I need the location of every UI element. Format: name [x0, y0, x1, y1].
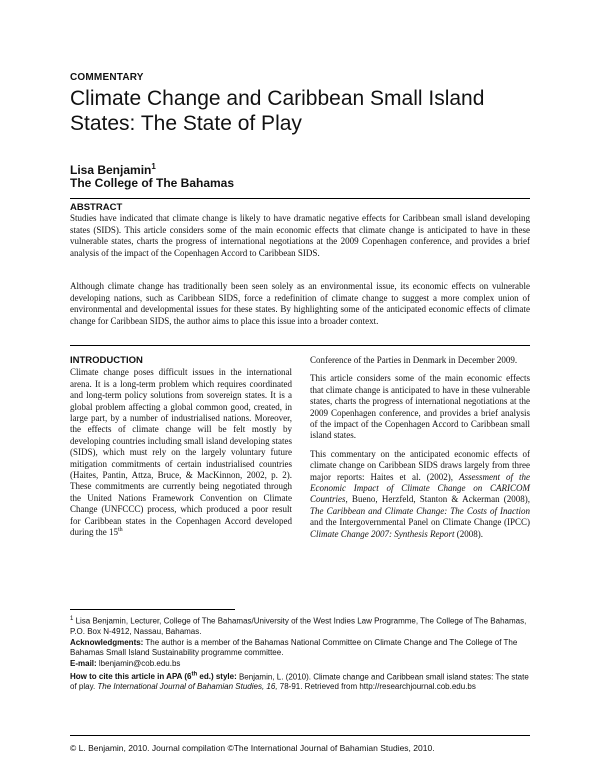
- article-title: Climate Change and Caribbean Small Island States: The State of Play: [70, 87, 485, 135]
- body-text: This commentary on the anticipated economic effects of climate change on Caribbean SIDS draws largely from three major reports: Haites et al. (2002),: [310, 448, 530, 482]
- abstract-paragraph: Studies have indicated that climate change is likely to have dramatic negative effects for Caribbean small island developing states (SIDS). This article considers some of the main economic effects that climate change is anticipated to have in these vulnerable states, charts the progress of international negotiations at the 2009 Copenhagen conference, and provides a brief analysis of the impact of the Copenhagen Accord to Caribbean SIDS.: [70, 213, 530, 258]
- report-title: The Caribbean and Climate Change: The Costs of Inaction: [310, 505, 530, 516]
- ack-text: The author is a member of the Bahamas National Committee on Climate Change and The College of The Bahamas Small Island Sustainability programme committee.: [70, 637, 518, 657]
- footnote-1: [70, 614, 530, 637]
- body-paragraph: This article considers some of the main economic effects that climate change is anticipated to have in these vulnerable states, charts the progress of international negotiations at the 2009 Copenhagen conference, and provides a brief analysis of the impact of the Copenhagen Accord to Caribbean small island states.: [310, 373, 530, 441]
- abstract-heading: ABSTRACT: [70, 202, 123, 213]
- copyright-footer: © L. Benjamin, 2010. Journal compilation ©The International Journal of Bahamian Studies, 2010.: [70, 743, 435, 753]
- footnotes: [70, 614, 530, 693]
- section-label: COMMENTARY: [70, 72, 144, 83]
- author-footnote-mark: 1: [151, 162, 156, 171]
- body-text: Climate change poses difficult issues in the international arena. It is a long-term problem which requires coordinated and long-term policy solutions from sovereign states. It is a global problem affecting a global common good, created, in large part, by a number of industrialised nations. Moreover, the effects of climate change will be felt mostly by developing countries including small island developing states (SIDS), which must rely on the largely voluntary future mitigation commitments of certain industrialised countries (Haites, Pantin, Attza, Bruce, & MacKinnon, 2002, p. 2). These commitments are currently being negotiated through the United Nations Framework Convention on Climate Change (UNFCCC) process, which produced a poor result for Caribbean states in the Copenhagen Accord developed during the 15: [70, 367, 292, 538]
- body-text: , Bueno, Herzfeld, Stanton & Ackerman (2008),: [345, 494, 530, 505]
- divider: [70, 198, 530, 199]
- right-column: [310, 355, 530, 547]
- email-label: E-mail:: [70, 658, 97, 668]
- body-paragraph: [70, 367, 292, 538]
- divider: [70, 735, 530, 736]
- footnote-mark: 1: [70, 616, 74, 622]
- citation-text: Benjamin, L. (2010). Climate change and Caribbean small island states: The state of play.: [70, 672, 529, 692]
- citation-label: [70, 672, 237, 681]
- author-name-text: Lisa Benjamin: [70, 163, 152, 177]
- report-title: Assessment of the Economic Impact of Climate Change on CARICOM Countries: [310, 471, 530, 505]
- author-affiliation: The College of The Bahamas: [70, 176, 235, 190]
- ack-label: Acknowledgments:: [70, 637, 144, 647]
- ordinal-suffix: th: [118, 527, 123, 534]
- footnote-text: Lisa Benjamin, Lecturer, College of The Bahamas/University of the West Indies Law Programme, The College of The Bahamas, P.O. Box N-4912, Nassau, Bahamas.: [70, 616, 527, 636]
- body-paragraph: [310, 449, 530, 540]
- citation-label-text: ed.) style:: [197, 672, 237, 682]
- acknowledgments: [70, 638, 530, 658]
- citation-text: 78-91. Retrieved from http://researchjournal.cob.edu.bs: [277, 682, 476, 692]
- divider: [70, 345, 530, 346]
- introduction-heading: INTRODUCTION: [70, 355, 143, 366]
- report-title: Climate Change 2007: Synthesis Report: [310, 528, 455, 539]
- body-text: (2008).: [454, 528, 483, 539]
- email-address[interactable]: lbenjamin@cob.edu.bs: [96, 658, 181, 668]
- body-text: and the Intergovernmental Panel on Climate Change (IPCC): [310, 517, 530, 528]
- citation-label-text: How to cite this article in APA (6: [70, 672, 192, 682]
- citation-ordinal: th: [191, 671, 198, 678]
- footnote-divider: [70, 609, 235, 610]
- journal-name: The International Journal of Bahamian Studies, 16,: [97, 682, 278, 692]
- citation: [70, 670, 530, 693]
- left-column: [70, 355, 292, 546]
- abstract-paragraph: Although climate change has traditionally been seen solely as an environmental issue, its economic effects on vulnerable developing nations, such as Caribbean SIDS, force a redefinition of climate change to suggest a more complex union of environmental and developmental issues for these states. By highlighting some of the anticipated economic effects of climate change for Caribbean SIDS, the author aims to place this issue into a broader context.: [70, 281, 530, 326]
- email-line: [70, 659, 530, 669]
- body-paragraph: Conference of the Parties in Denmark in December 2009.: [310, 355, 518, 365]
